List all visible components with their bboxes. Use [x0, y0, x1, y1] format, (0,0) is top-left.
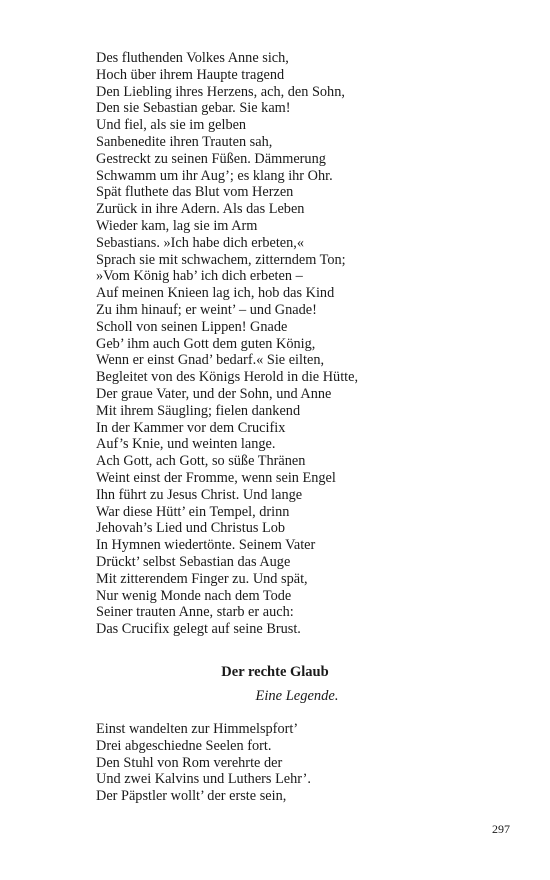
verse-line: Spät fluthete das Blut vom Herzen [96, 184, 294, 201]
verse-line: Hoch über ihrem Haupte tragend [96, 66, 285, 83]
verse-line: Ihn führt zu Jesus Christ. Und lange [96, 486, 303, 503]
verse-line: Wieder kam, lag sie im Arm [96, 217, 258, 234]
verse-line: Des fluthenden Volkes Anne sich, [96, 50, 289, 66]
verse-line: Mit ihrem Säugling; fielen dankend [96, 402, 301, 419]
poem-opening-text [96, 721, 496, 805]
verse-line: Drückt’ selbst Sebastian das Auge [96, 553, 291, 570]
poem-subtitle: Eine Legende. [255, 688, 339, 704]
verse-line: Und fiel, als sie im gelben [96, 117, 247, 134]
verse-line: Den sie Sebastian gebar. Sie kam! [96, 100, 291, 117]
verse-line: Der Päpstler wollt’ der erste sein, [96, 788, 287, 805]
verse-line: Jehovah’s Lied und Christus Lob [96, 520, 286, 537]
verse-line: Sebastians. »Ich habe dich erbeten,« [96, 234, 305, 251]
verse-line: Seiner trauten Anne, starb er auch: [96, 604, 294, 621]
verse-line: Weint einst der Fromme, wenn sein Engel [96, 469, 336, 486]
poem-title: Der rechte Glaub [221, 664, 329, 680]
verse-line: Der graue Vater, und der Sohn, und Anne [96, 385, 332, 402]
verse-line: Zu ihm hinauf; er weint’ – und Gnade! [96, 301, 317, 318]
verse-line: War diese Hütt’ ein Tempel, drinn [96, 503, 290, 520]
verse-line: In Hymnen wiedertönte. Seinem Vater [96, 537, 316, 554]
verse-line: Gestreckt zu seinen Füßen. Dämmerung [96, 150, 326, 167]
verse-line: Nur wenig Monde nach dem Tode [96, 587, 292, 604]
verse-line: Sprach sie mit schwachem, zitterndem Ton; [96, 251, 346, 268]
verse-line: Sanbenedite ihren Trauten sah, [96, 133, 273, 150]
verse-line: Ach Gott, ach Gott, so süße Thränen [96, 453, 306, 470]
verse-line: Scholl von seinen Lippen! Gnade [96, 318, 288, 335]
verse-line: »Vom König hab’ ich dich erbeten – [96, 268, 303, 285]
verse-line: Den Liebling ihres Herzens, ach, den Sohn, [96, 83, 345, 100]
verse-line: Mit zitterendem Finger zu. Und spät, [96, 570, 308, 587]
verse-line: Schwamm um ihr Aug’; es klang ihr Ohr. [96, 167, 333, 184]
poem-continued-text [96, 50, 496, 638]
verse-line: Den Stuhl von Rom verehrte der [96, 754, 283, 771]
verse-line: Auf’s Knie, und weinten lange. [96, 436, 276, 453]
verse-line: Wenn er einst Gnad’ bedarf.« Sie eilten, [96, 352, 325, 369]
verse-line: Das Crucifix gelegt auf seine Brust. [96, 621, 301, 638]
verse-line: Und zwei Kalvins und Luthers Lehr’. [96, 771, 311, 788]
verse-line: Zurück in ihre Adern. Als das Leben [96, 201, 305, 218]
page-number: 297 [492, 822, 510, 836]
verse-line: Auf meinen Knieen lag ich, hob das Kind [96, 285, 335, 302]
verse-line: Einst wandelten zur Himmelspfort’ [96, 721, 299, 737]
verse-line: Geb’ ihm auch Gott dem guten König, [96, 335, 316, 352]
verse-line: Drei abgeschiedne Seelen fort. [96, 737, 272, 754]
verse-line: In der Kammer vor dem Crucifix [96, 419, 286, 436]
verse-line: Begleitet von des Königs Herold in die Hütte, [96, 369, 359, 386]
